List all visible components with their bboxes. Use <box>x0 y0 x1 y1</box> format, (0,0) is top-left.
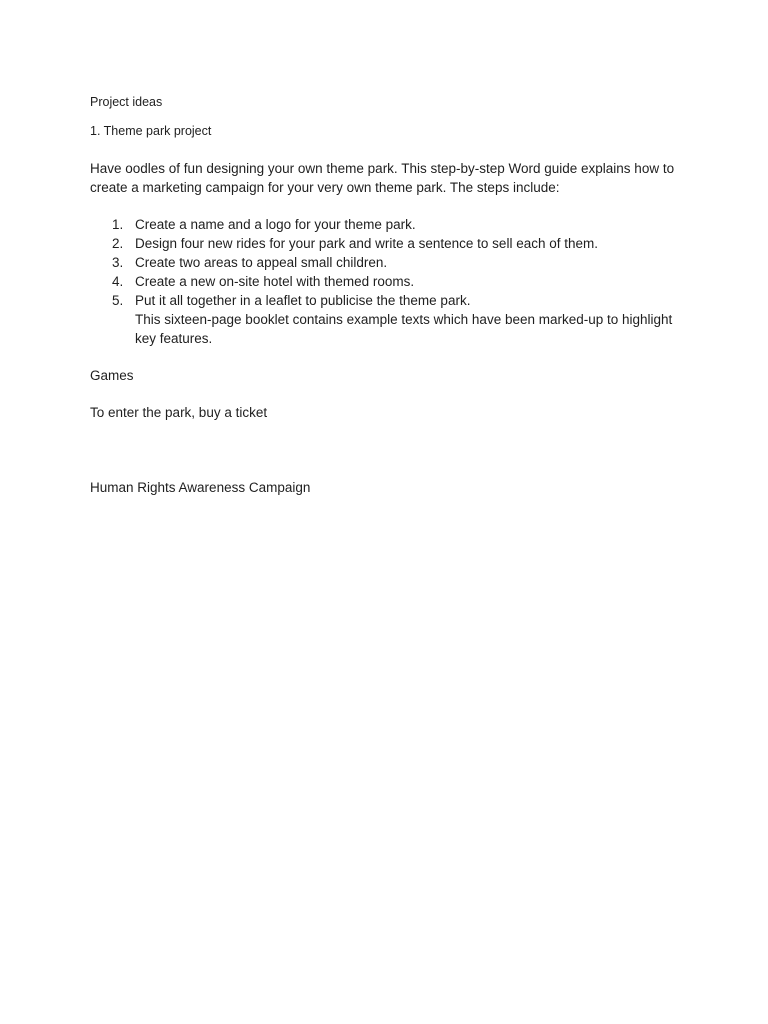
list-item-number: 4. <box>112 274 124 289</box>
list-item <box>90 291 690 348</box>
list-item <box>90 253 690 272</box>
list-item <box>90 215 690 234</box>
document-body <box>90 94 690 515</box>
list-item-text: Design four new rides for your park and write a sentence to sell each of them. <box>135 236 598 251</box>
campaign-heading: Human Rights Awareness Campaign <box>90 480 311 495</box>
list-item-text: Create two areas to appeal small children. <box>135 255 388 270</box>
list-item-number: 5. <box>112 293 124 308</box>
games-heading: Games <box>90 368 134 383</box>
step-note: This sixteen-page booklet contains example texts which have been marked-up to highlight key features. <box>135 312 673 346</box>
ticket-line: To enter the park, buy a ticket <box>90 405 268 420</box>
list-item-number: 3. <box>112 255 124 270</box>
list-item-text: Create a new on-site hotel with themed rooms. <box>135 274 415 289</box>
list-item-number: 1. <box>112 217 124 232</box>
intro-paragraph: Have oodles of fun designing your own theme park. This step-by-step Word guide explains how to create a marketing campaign for your very own theme park. The steps include: <box>90 161 675 195</box>
steps-list <box>90 215 690 348</box>
list-item <box>90 234 690 253</box>
list-item-number: 2. <box>112 236 124 251</box>
list-item-text: Put it all together in a leaflet to publicise the theme park. <box>135 293 471 308</box>
list-item-text: Create a name and a logo for your theme park. <box>135 217 416 232</box>
blank-lines <box>90 440 690 478</box>
list-item <box>90 272 690 291</box>
document-title: Project ideas <box>90 95 163 109</box>
section-heading: 1. Theme park project <box>90 124 212 138</box>
